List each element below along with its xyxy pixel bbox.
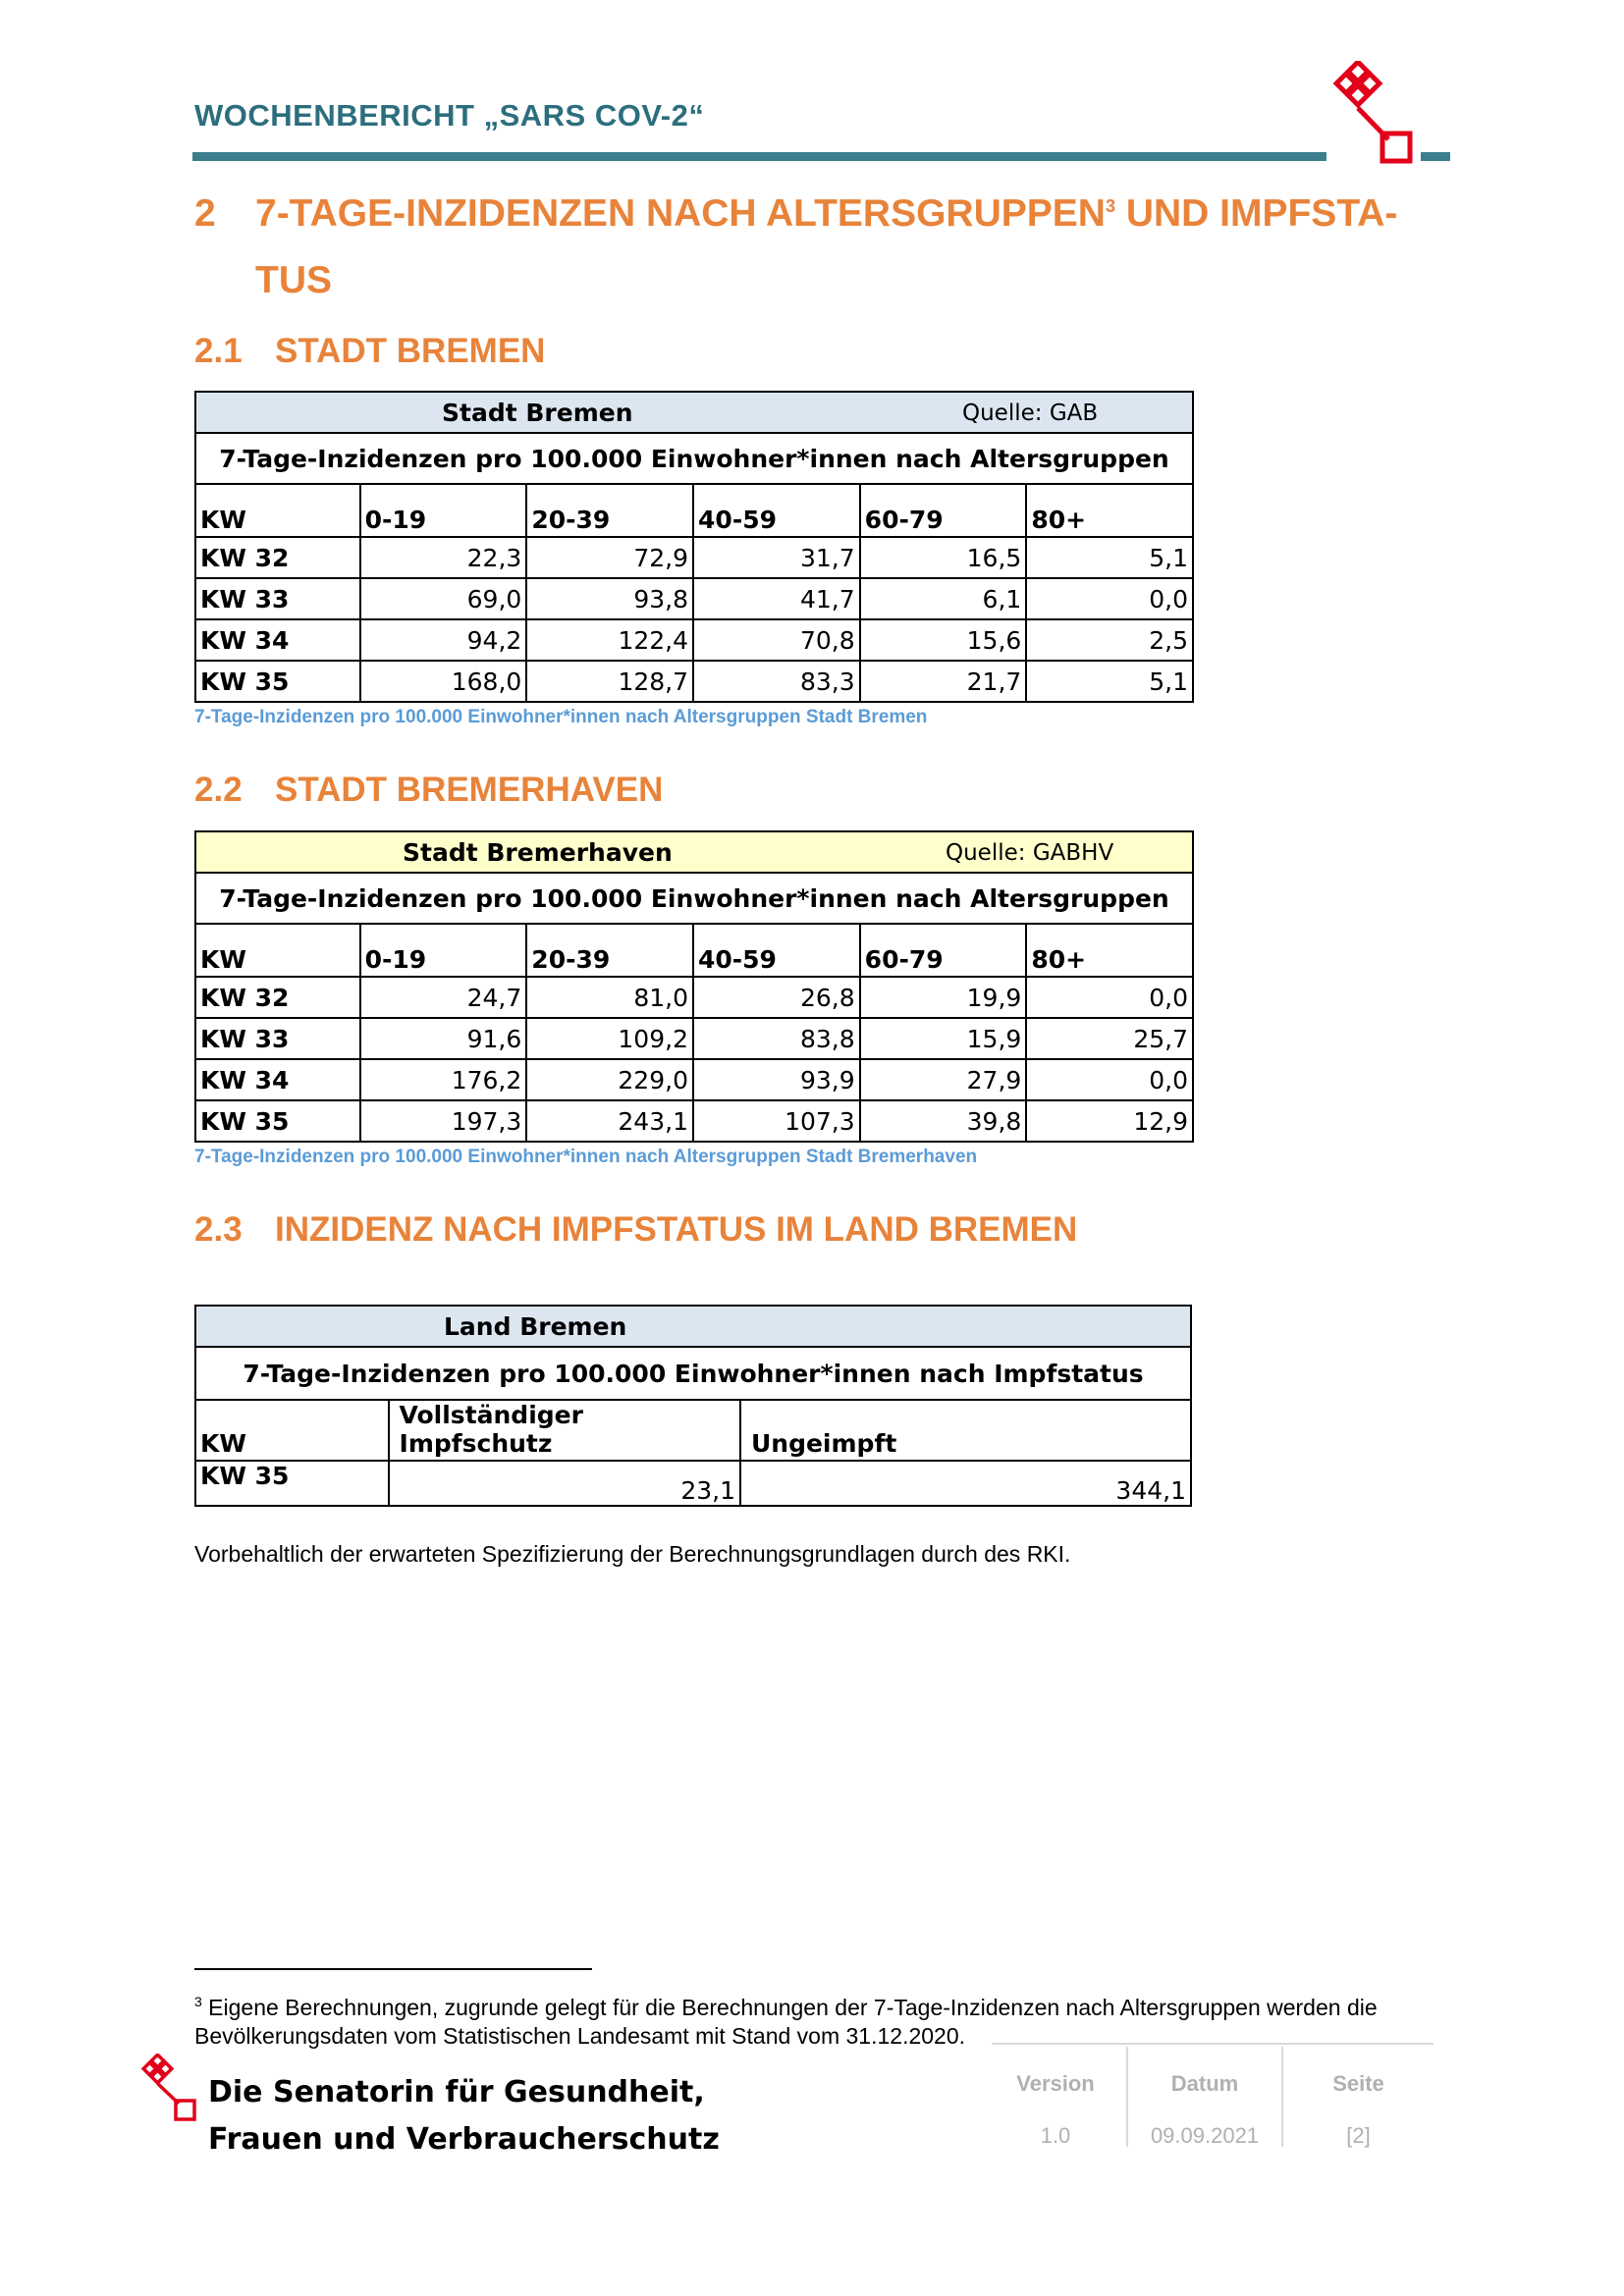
col-header: KW xyxy=(195,1400,389,1461)
table-title: Stadt Bremerhaven xyxy=(403,838,673,867)
bremen-key-logo xyxy=(1327,61,1421,169)
table-title: Land Bremen xyxy=(444,1312,627,1341)
table-row: KW 33 91,6 109,2 83,8 15,9 25,7 xyxy=(195,1018,1193,1059)
table-header-row xyxy=(195,484,1193,537)
footnote-ref[interactable]: 3 xyxy=(1105,196,1115,216)
col-header: Vollständiger Impfschutz xyxy=(389,1400,740,1461)
col-header: KW xyxy=(195,924,360,977)
table-bremerhaven xyxy=(194,830,1194,1143)
section-number: 2 xyxy=(194,192,216,235)
footnote-mark: 3 xyxy=(194,1994,202,2009)
section-title-line1: 7-TAGE-INZIDENZEN NACH ALTERSGRUPPEN$^3$ UND IMPFSTA- xyxy=(255,192,1398,235)
footer-date: Datum 09.09.2021 xyxy=(1150,2071,1260,2148)
table-source: Quelle: GABHV xyxy=(946,840,1114,866)
report-title: WOCHENBERICHT „SARS COV-2“ xyxy=(194,98,705,133)
col-header: KW xyxy=(195,484,360,537)
table-impfstatus xyxy=(194,1305,1192,1507)
col-header: 80+ xyxy=(1026,484,1193,537)
col-header: 20-39 xyxy=(526,484,693,537)
footer-rule xyxy=(992,2043,1434,2045)
footnote-text: Eigene Berechnungen, zugrunde gelegt für die Berechnungen der 7-Tage-Inzidenzen nach Altersgruppen werden die Bevölkerungsdaten vom Statistischen Landesamt mit Stand vom 31.12.2020. xyxy=(194,1995,1378,2049)
table-subtitle: 7-Tage-Inzidenzen pro 100.000 Einwohner*innen nach Impfstatus xyxy=(195,1347,1191,1400)
footnote xyxy=(194,1988,1451,2051)
section-title-line2: TUS xyxy=(255,259,332,301)
table-row: KW 35 168,0 128,7 83,3 21,7 5,1 xyxy=(195,661,1193,702)
header-rule xyxy=(192,152,1326,161)
table-caption-bremen: 7-Tage-Inzidenzen pro 100.000 Einwohner*innen nach Altersgruppen Stadt Bremen xyxy=(194,707,928,727)
subsection-heading-impfstatus: 2.3 INZIDENZ NACH IMPFSTATUS IM LAND BREMEN xyxy=(194,1210,1078,1249)
footer-version: Version 1.0 xyxy=(1016,2071,1095,2148)
col-header: 60-79 xyxy=(860,484,1027,537)
table-source: Quelle: GAB xyxy=(962,400,1099,426)
table-row: KW 34 94,2 122,4 70,8 15,6 2,5 xyxy=(195,619,1193,661)
table-title: Stadt Bremen xyxy=(442,399,633,427)
table-caption-bremerhaven: 7-Tage-Inzidenzen pro 100.000 Einwohner*innen nach Altersgruppen Stadt Bremerhaven xyxy=(194,1147,978,1167)
col-header: 0-19 xyxy=(360,484,527,537)
table-subtitle: 7-Tage-Inzidenzen pro 100.000 Einwohner*innen nach Altersgruppen xyxy=(195,433,1193,484)
table-header-row xyxy=(195,924,1193,977)
disclaimer-note: Vorbehaltlich der erwarteten Spezifizierung der Berechnungsgrundlagen durch des RKI. xyxy=(194,1541,1071,1567)
header-rule-end xyxy=(1421,152,1450,161)
subsection-heading-bremerhaven: 2.2 STADT BREMERHAVEN xyxy=(194,771,664,809)
table-bremen xyxy=(194,391,1194,703)
footer-page: Seite [2] xyxy=(1332,2071,1384,2148)
bremen-key-logo-footer xyxy=(139,2054,200,2122)
footnote-rule xyxy=(194,1968,592,1970)
col-header: 0-19 xyxy=(360,924,527,977)
table-row: KW 35 23,1 344,1 xyxy=(195,1461,1191,1506)
subsection-heading-bremen: 2.1 STADT BREMEN xyxy=(194,332,546,370)
table-title-row xyxy=(195,1306,1191,1347)
table-row: KW 32 24,7 81,0 26,8 19,9 0,0 xyxy=(195,977,1193,1018)
table-row: KW 34 176,2 229,0 93,9 27,9 0,0 xyxy=(195,1059,1193,1100)
table-subtitle: 7-Tage-Inzidenzen pro 100.000 Einwohner*innen nach Altersgruppen xyxy=(195,873,1193,924)
table-row: KW 35 197,3 243,1 107,3 39,8 12,9 xyxy=(195,1100,1193,1142)
col-header: Ungeimpft xyxy=(740,1400,1191,1461)
org-name: Die Senatorin für Gesundheit, Frauen und Verbraucherschutz xyxy=(208,2075,720,2157)
table-row: KW 32 22,3 72,9 31,7 16,5 5,1 xyxy=(195,537,1193,578)
table-title-row xyxy=(195,831,1193,873)
table-title-row xyxy=(195,392,1193,433)
table-row: KW 33 69,0 93,8 41,7 6,1 0,0 xyxy=(195,578,1193,619)
table-header-row xyxy=(195,1400,1191,1461)
col-header: 40-59 xyxy=(693,924,860,977)
col-header: 60-79 xyxy=(860,924,1027,977)
col-header: 40-59 xyxy=(693,484,860,537)
col-header: 20-39 xyxy=(526,924,693,977)
col-header: 80+ xyxy=(1026,924,1193,977)
